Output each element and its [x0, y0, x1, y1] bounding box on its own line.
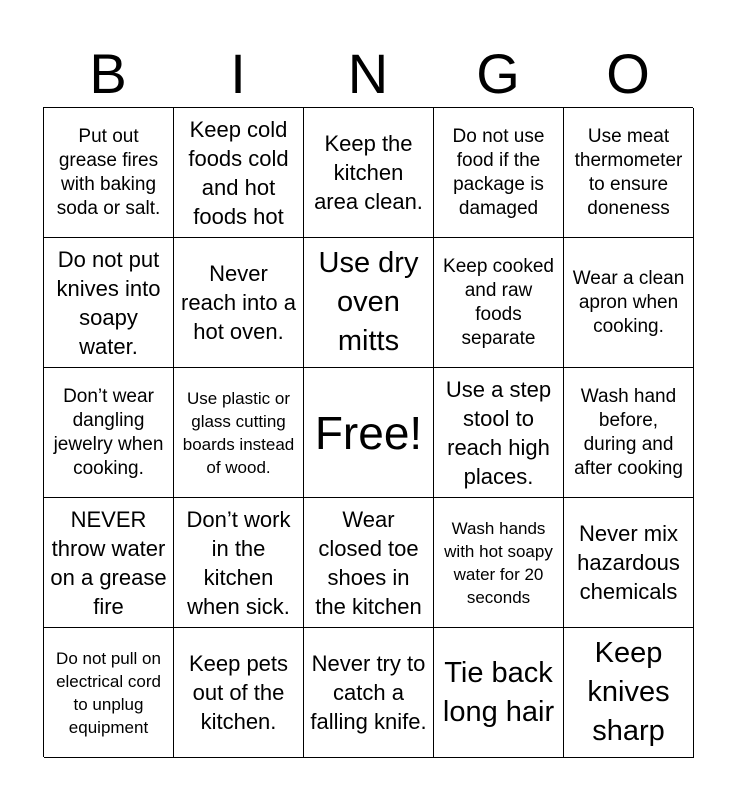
bingo-cell[interactable] [44, 238, 174, 368]
bingo-cell[interactable] [44, 628, 174, 758]
header-letter-b: B [89, 42, 127, 105]
cell-text: Use a step stool to reach high places. [445, 376, 552, 489]
header-letter-n: N [347, 42, 389, 105]
bingo-cell[interactable] [434, 368, 564, 498]
cell-text: Don’t wear dangling jewelry when cooking. [53, 385, 164, 479]
bingo-cell[interactable] [174, 238, 304, 368]
bingo-cell[interactable] [44, 368, 174, 498]
cell-text: Keep cooked and raw foods separate [443, 255, 554, 349]
free-space-text: Free! [314, 406, 423, 459]
cell-text: Keep cold foods cold and hot foods hot [188, 116, 289, 229]
cell-text: Keep pets out of the kitchen. [188, 651, 289, 734]
bingo-cell[interactable] [304, 498, 434, 628]
bingo-cell[interactable] [304, 108, 434, 238]
header-letter-o: O [606, 42, 650, 105]
header-letter-g: G [476, 42, 520, 105]
cell-text: NEVER throw water on a grease fire [50, 506, 167, 619]
bingo-cell[interactable] [564, 368, 694, 498]
cell-text: Use plastic or glass cutting boards instead of wood. [182, 388, 295, 477]
bingo-cell[interactable] [434, 498, 564, 628]
bingo-cell[interactable] [44, 108, 174, 238]
bingo-cell[interactable] [434, 628, 564, 758]
cell-text: Do not put knives into soapy water. [56, 246, 161, 359]
cell-text: Keep knives sharp [587, 637, 670, 747]
cell-text: Use dry oven mitts [318, 247, 419, 357]
bingo-cell[interactable] [304, 628, 434, 758]
bingo-card [43, 107, 693, 757]
cell-text: Put out grease fires with baking soda or salt. [56, 125, 161, 219]
bingo-cell[interactable] [564, 628, 694, 758]
cell-text: Wear closed toe shoes in the kitchen [315, 506, 422, 619]
bingo-cell[interactable] [174, 108, 304, 238]
cell-text: Wash hands with hot soapy water for 20 seconds [444, 518, 553, 607]
cell-text: Use meat thermometer to ensure doneness [574, 125, 683, 219]
free-space-cell[interactable] [304, 368, 434, 498]
bingo-cell[interactable] [564, 108, 694, 238]
cell-text: Never mix hazardous chemicals [577, 521, 680, 604]
bingo-cell[interactable] [434, 238, 564, 368]
cell-text: Wear a clean apron when cooking. [572, 267, 685, 337]
cell-text: Do not pull on electrical cord to unplug equipment [56, 648, 161, 737]
bingo-cell[interactable] [434, 108, 564, 238]
bingo-cell[interactable] [174, 368, 304, 498]
cell-text: Never try to catch a falling knife. [310, 651, 427, 734]
bingo-cell[interactable] [44, 498, 174, 628]
cell-text: Don’t work in the kitchen when sick. [186, 506, 291, 619]
cell-text: Tie back long hair [442, 656, 555, 728]
bingo-cell[interactable] [174, 498, 304, 628]
cell-text: Keep the kitchen area clean. [314, 131, 423, 214]
cell-text: Wash hand before, during and after cooking [574, 385, 683, 479]
bingo-cell[interactable] [174, 628, 304, 758]
cell-text: Do not use food if the package is damaged [452, 125, 545, 219]
bingo-cell[interactable] [564, 498, 694, 628]
bingo-cell[interactable] [564, 238, 694, 368]
bingo-cell[interactable] [304, 238, 434, 368]
header-letter-i: I [230, 42, 246, 105]
bingo-header [43, 40, 693, 108]
cell-text: Never reach into a hot oven. [181, 261, 296, 344]
